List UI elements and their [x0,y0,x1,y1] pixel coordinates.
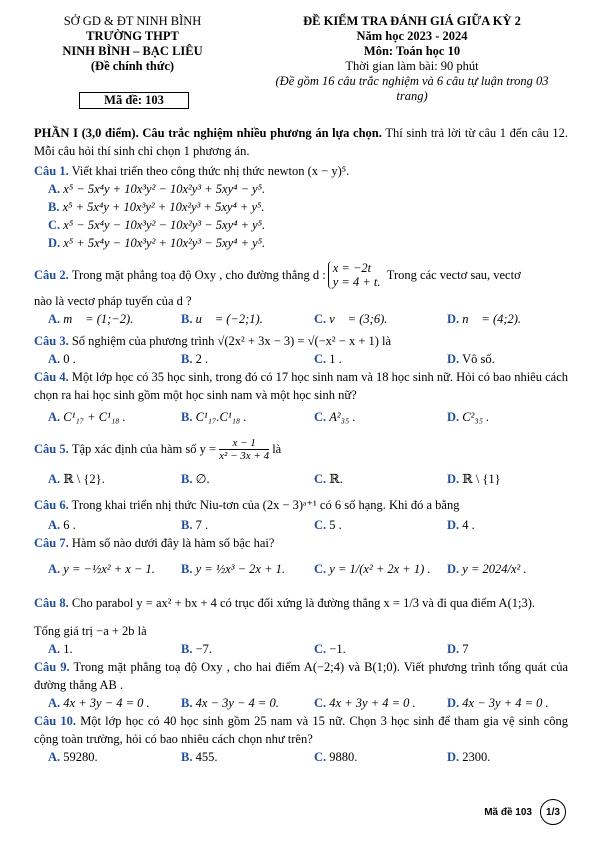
exam-code-box: Mã đề: 103 [79,92,189,109]
option-a[interactable]: A. x⁵ − 5x⁴y + 10x³y² − 10x²y³ + 5xy⁴ − y⁵. [48,182,266,196]
question-text-2: Tổng giá trị −a + 2b là [34,624,147,638]
option-a[interactable]: A. y = −½x² + x − 1. [48,562,155,576]
option-b[interactable]: B. 2 . [181,352,209,366]
exam-content [34,124,568,766]
question-text: Số nghiệm của phương trình √(2x² + 3x − 3) = √(−x² − x + 1) là [71,334,392,348]
question-label: Câu 6. [34,498,69,512]
option-b[interactable]: B. y = ½x³ − 2x + 1. [181,562,286,576]
options-row [34,470,568,488]
exam-header [262,14,562,104]
options-row [34,350,568,368]
question-label: Câu 9. [34,660,70,674]
option-c[interactable]: C. 4x + 3y + 4 = 0 . [314,696,416,710]
question-text: Trong mặt phẳng toạ độ Oxy , cho đường thẳng d : [71,268,326,282]
question-label: Câu 8. [34,596,69,610]
question-text: Tập xác định của hàm số y = [71,442,217,456]
subject: Môn: Toán học 10 [363,44,461,58]
option-b[interactable]: B. −7. [181,642,213,656]
exam-scope: (Đề gồm 16 câu trắc nghiệm và 6 câu tự luận trong 03 trang) [275,74,549,103]
option-b[interactable]: B. 455. [181,750,218,764]
option-c[interactable]: C. v⃗ = (3;6). [314,312,388,326]
question-text-2: Trong các vectơ sau, vectơ [386,268,521,282]
exam-title: ĐỀ KIỂM TRA ĐÁNH GIÁ GIỮA KỲ 2 [303,14,521,28]
question-text-3: nào là vectơ pháp tuyến của d ? [34,294,192,308]
part1-title: PHẦN I (3,0 điểm). Câu trắc nghiệm nhiều phương án lựa chọn. [34,126,382,140]
option-a[interactable]: A. ℝ \ {2}. [48,472,105,486]
question-label: Câu 4. [34,370,69,384]
option-a[interactable]: A. 1. [48,642,73,656]
question-3 [34,332,568,368]
question-10 [34,712,568,766]
question-label: Câu 5. [34,442,69,456]
question-8 [34,594,568,658]
options-row [34,694,568,712]
option-d[interactable]: D. ℝ \ {1} [447,472,501,486]
options-row [34,408,568,426]
option-b[interactable]: B. 7 . [181,518,209,532]
question-label: Câu 3. [34,334,69,348]
question-4 [34,368,568,426]
option-b[interactable]: B. x⁵ + 5x⁴y + 10x³y² + 10x²y³ + 5xy⁴ + y⁵. [48,200,265,214]
options-row [34,516,568,534]
question-text: Trong khai triển nhị thức Niu-tơn của (2x − 3)ᵃ⁺¹ có 6 số hạng. Khi đó a bằng [71,498,460,512]
question-6 [34,496,568,534]
option-d[interactable]: D. y = 2024/x² . [447,562,527,576]
option-d[interactable]: D. Vô số. [447,352,495,366]
function-fraction: $\frac{x - 1}{\text{x² − 3x + 4}}$ [219,436,270,462]
options-row [34,748,568,766]
line-system: x = −2t y = 4 + t. [328,261,381,289]
option-a[interactable]: A. m⃗ = (1;−2). [48,312,134,326]
department-name: SỞ GD & ĐT NINH BÌNH [63,14,202,28]
options-row [34,640,568,658]
question-text: Hàm số nào dưới đây là hàm số bậc hai? [71,536,275,550]
option-c[interactable]: C. ℝ. [314,472,343,486]
question-1 [34,162,568,252]
option-a[interactable]: A. 6 . [48,518,76,532]
option-d[interactable]: D. 4 . [447,518,475,532]
school-name: NINH BÌNH – BẠC LIÊU [62,44,203,58]
option-c[interactable]: C. −1. [314,642,346,656]
options-row [34,310,568,328]
option-d[interactable]: D. n⃗ = (4;2). [447,312,522,326]
page-number: 1/3 [540,799,566,825]
option-a[interactable]: A. 0 . [48,352,76,366]
option-d[interactable]: D. C²₃₅ . [447,410,490,424]
question-text: Trong mặt phẳng toạ độ Oxy , cho hai điểm A(−2;4) và B(1;0). Viết phương trình tổng quát của đường thẳng AB . [34,660,568,692]
option-c[interactable]: C. 1 . [314,352,342,366]
option-a[interactable]: A. 4x + 3y − 4 = 0 . [48,696,150,710]
option-b[interactable]: B. u⃗ = (−2;1). [181,312,263,326]
options-row [34,560,568,586]
part1-heading [34,124,568,160]
option-c[interactable]: C. 5 . [314,518,342,532]
option-c[interactable]: C. 9880. [314,750,358,764]
official-label: (Đề chính thức) [90,59,175,73]
option-d[interactable]: D. 2300. [447,750,491,764]
option-c[interactable]: C. A²₃₅ . [314,410,356,424]
option-d[interactable]: D. 4x − 3y + 4 = 0 . [447,696,549,710]
question-text: Cho parabol y = ax² + bx + 4 có trục đối xứng là đường thẳng x = 1/3 và đi qua điểm A(1;3). [71,596,536,610]
footer-code: Mã đề 103 [484,806,532,818]
option-b[interactable]: B. ∅. [181,472,210,486]
question-7 [34,534,568,586]
question-text: Một lớp học có 40 học sinh gồm 25 nam và 15 nữ. Chọn 3 học sinh để tham gia vệ sinh công cộng toàn trường, hỏi có bao nhiêu cách chọn như trên? [34,714,568,746]
option-a[interactable]: A. 59280. [48,750,98,764]
school-header [40,14,225,74]
option-c[interactable]: C. y = 1/(x² + 2x + 1) . [314,562,431,576]
option-b[interactable]: B. C¹₁₇.C¹₁₈ . [181,410,247,424]
question-text: Viết khai triển theo công thức nhị thức newton (x − y)⁵. [71,164,350,178]
question-2 [34,258,568,328]
question-9 [34,658,568,712]
page-footer [484,799,566,825]
duration: Thời gian làm bài: 90 phút [345,59,479,73]
school-year: Năm học 2023 - 2024 [356,29,468,43]
question-label: Câu 1. [34,164,69,178]
option-c[interactable]: C. x⁵ − 5x⁴y − 10x³y² − 10x²y³ − 5xy⁴ + y⁵. [48,218,266,232]
option-d[interactable]: D. 7 [447,642,469,656]
part1-desc: Thí sinh trả lời từ câu 1 đến câu 12. Mỗi câu hỏi thí sinh chỉ chọn 1 phương án. [34,126,568,158]
question-5: Câu 5. Tập xác định của hàm số y = $\frac{x - 1}{\text{x² − 3x + 4}}$ là A. ℝ \ {2}. B. ∅. C. ℝ. D. ℝ \ {1} [34,432,568,488]
option-a[interactable]: A. C¹₁₇ + C¹₁₈ . [48,410,126,424]
question-label: Câu 7. [34,536,69,550]
option-d[interactable]: D. x⁵ + 5x⁴y − 10x³y² + 10x²y³ − 5xy⁴ + y⁵. [48,236,266,250]
question-text: Một lớp học có 35 học sinh, trong đó có 17 học sinh nam và 18 học sinh nữ. Hỏi có bao nhiêu cách chọn ra hai học sinh gồm một học sinh nam và một học sinh nữ? [34,370,569,402]
school-type: TRƯỜNG THPT [86,29,179,43]
question-label: Câu 10. [34,714,77,728]
question-label: Câu 2. [34,268,69,282]
option-b[interactable]: B. 4x − 3y − 4 = 0. [181,696,279,710]
